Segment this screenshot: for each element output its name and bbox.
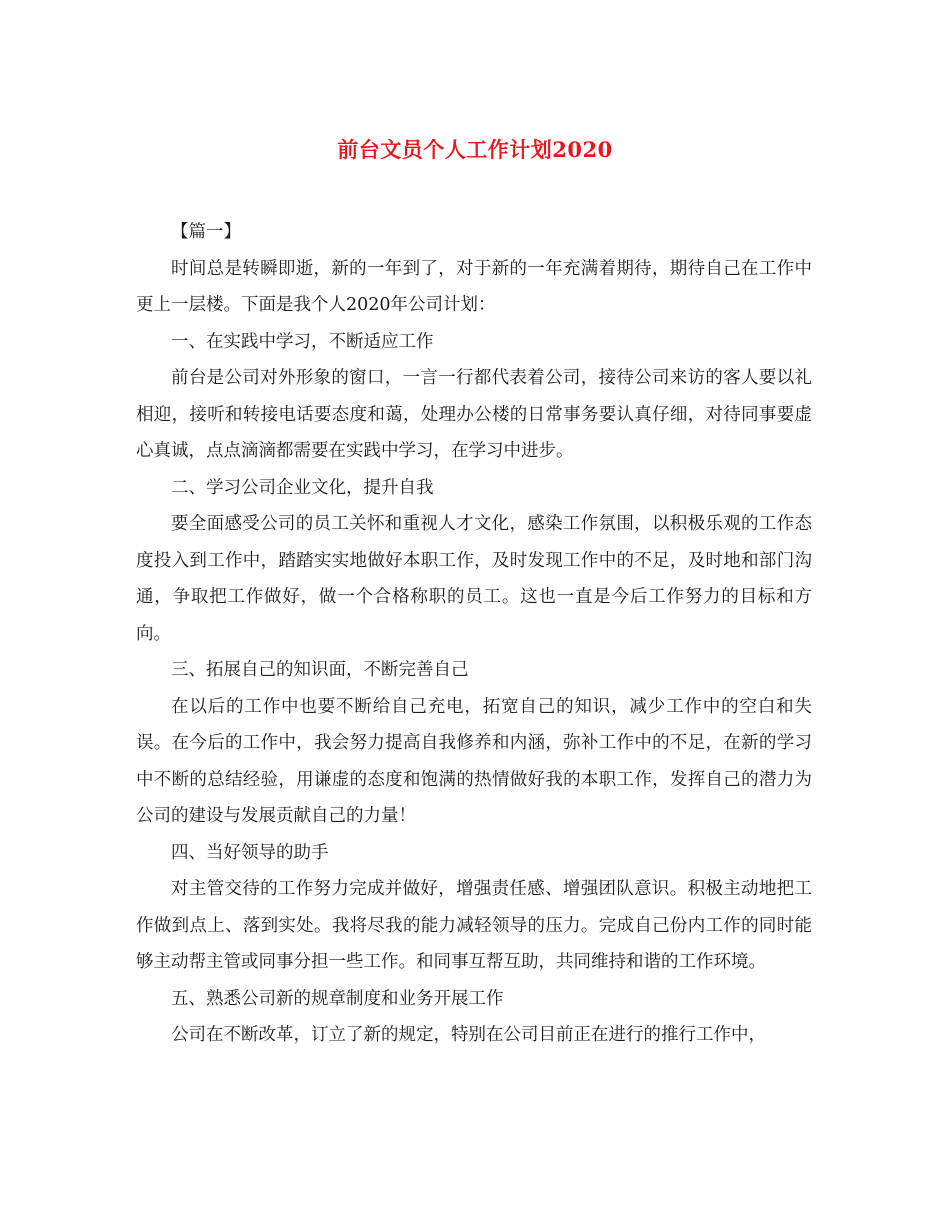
section-paragraph-1: 前台是公司对外形象的窗口，一言一行都代表着公司，接待公司来访的客人要以礼相迎，接听和转接电话要态度和蔼，处理办公楼的日常事务要认真仔细，对待同事要虚心真诚，点点滴滴都需要在实践中学习，在学习中进步。 — [136, 368, 812, 461]
section-heading-4: 四、当好领导的助手 — [171, 842, 329, 863]
section-heading-5: 五、熟悉公司新的规章制度和业务开展工作 — [171, 988, 504, 1009]
document-title: 前台文员个人工作计划2020 — [337, 137, 613, 162]
section-heading-2: 二、学习公司企业文化，提升自我 — [171, 477, 434, 498]
document-body — [136, 214, 812, 1054]
intro-paragraph: 时间总是转瞬即逝，新的一年到了，对于新的一年充满着期待，期待自己在工作中更上一层楼。下面是我个人2020年公司计划： — [136, 258, 812, 315]
section-heading-1: 一、在实践中学习，不断适应工作 — [171, 331, 434, 352]
section-marker: 【篇一】 — [171, 222, 241, 242]
section-heading-3: 三、拓展自己的知识面，不断完善自己 — [171, 660, 469, 680]
section-paragraph-5: 公司在不断改革，订立了新的规定，特别在公司目前正在进行的推行工作中， — [171, 1025, 766, 1045]
section-paragraph-2: 要全面感受公司的员工关怀和重视人才文化，感染工作氛围，以积极乐观的工作态度投入到工作中，踏踏实实地做好本职工作，及时发现工作中的不足，及时地和部门沟通，争取把工作做好，做一个合格称职的员工。这也一直是今后工作努力的目标和方向。 — [136, 514, 812, 644]
section-paragraph-4: 对主管交待的工作努力完成并做好，增强责任感、增强团队意识。积极主动地把工作做到点上、落到实处。我将尽我的能力减轻领导的压力。完成自己份内工作的同时能够主动帮主管或同事分担一些工作。和同事互帮互助，共同维持和谐的工作环境。 — [136, 879, 812, 972]
section-paragraph-3: 在以后的工作中也要不断给自己充电，拓宽自己的知识，减少工作中的空白和失误。在今后的工作中，我会努力提高自我修养和内涵，弥补工作中的不足，在新的学习中不断的总结经验，用谦虚的态度和饱满的热情做好我的本职工作，发挥自己的潜力为公司的建设与发展贡献自己的力量！ — [136, 696, 812, 826]
